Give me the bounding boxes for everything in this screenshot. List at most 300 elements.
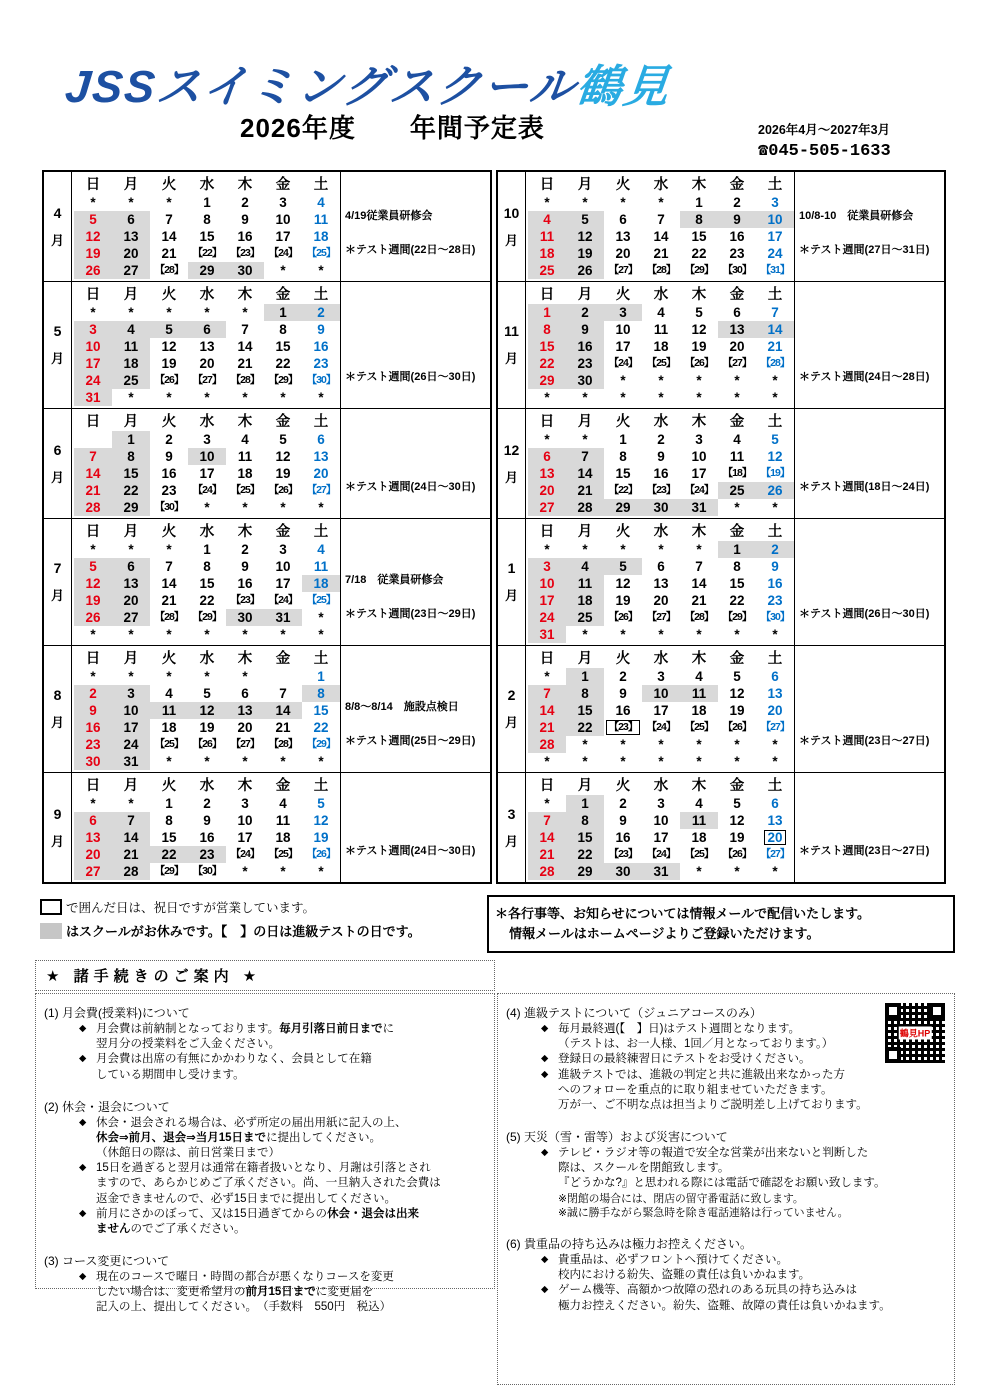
month-notes: [794, 172, 944, 281]
day-cell: 28: [566, 499, 604, 516]
day-cell: 1: [203, 195, 211, 210]
day-cell: *: [734, 627, 740, 642]
weekday-header: 土: [313, 177, 329, 193]
day-cell: 【26】: [154, 374, 184, 386]
day-cell: 【24】: [192, 484, 222, 496]
day-cell: 13: [718, 321, 756, 338]
weekday-header: 土: [313, 287, 329, 303]
section-line: ◆ 貴重品は、必ずフロントへ預けてください。: [541, 1254, 788, 1267]
day-cell: 8: [733, 559, 741, 574]
day-cell: 【26】: [192, 738, 222, 750]
month-calendar: [528, 647, 794, 770]
day-cell: 31: [642, 863, 680, 880]
day-cell: 3: [657, 669, 665, 684]
month-notes: [794, 519, 944, 645]
day-cell: 22: [275, 356, 291, 371]
day-cell: 16: [767, 576, 783, 591]
note-line: [345, 860, 490, 877]
day-cell: 11: [313, 212, 329, 227]
day-cell: 26: [74, 609, 112, 626]
day-cell: 8: [112, 448, 150, 465]
day-cell: 18: [112, 355, 150, 372]
day-cell: 【31】: [760, 264, 790, 276]
day-cell: 17: [199, 466, 215, 481]
day-cell: 8: [619, 449, 627, 464]
day-cell: 21: [767, 339, 783, 354]
day-cell: 18: [528, 245, 566, 262]
month-calendar: [74, 410, 340, 516]
day-cell: 7: [528, 685, 566, 702]
day-cell: 20: [615, 246, 631, 261]
day-cell: 17: [528, 592, 566, 609]
section-line: 『どうかな?』と思われる際には電話で確認をお願い致します。: [558, 1177, 886, 1190]
weekday-header: 月: [577, 524, 593, 540]
day-cell: *: [242, 754, 248, 769]
day-cell: 21: [653, 246, 669, 261]
day-cell: 【27】: [646, 611, 676, 623]
section-line: ◆ 休会・退会される場合は、必ず所定の届出用紙に記入の上、: [79, 1116, 407, 1129]
note-line: [799, 335, 944, 352]
day-cell: *: [280, 500, 286, 515]
day-cell: 14: [653, 229, 669, 244]
day-cell: 17: [653, 830, 669, 845]
day-cell: 【26】: [722, 721, 752, 733]
page-title: 2026年度 年間予定表: [240, 113, 545, 143]
weekday-header: 火: [615, 177, 631, 193]
month-notes: [794, 282, 944, 408]
day-cell: 2: [302, 304, 340, 321]
day-cell: *: [128, 305, 134, 320]
holiday-open-box-icon: [40, 899, 62, 915]
day-cell: 1: [566, 795, 604, 812]
note-line: [345, 750, 490, 767]
legend: [40, 898, 485, 945]
calendar-left-half: [42, 170, 492, 884]
day-cell: 6: [657, 559, 665, 574]
day-cell: 13: [199, 339, 215, 354]
day-cell: 【29】: [154, 865, 184, 877]
day-cell: 20: [112, 592, 150, 609]
day-cell: *: [280, 390, 286, 405]
day-cell: 8: [203, 559, 211, 574]
day-cell: 15: [161, 830, 177, 845]
procedure-section-1: [42, 1004, 490, 1083]
weekday-header: 木: [237, 414, 253, 430]
day-cell: 3: [279, 542, 287, 557]
day-cell: 16: [615, 703, 631, 718]
weekday-header: 金: [729, 651, 745, 667]
month-calendar: [528, 173, 794, 279]
day-cell: 21: [112, 846, 150, 863]
bullet-diamond-icon: ◆: [79, 1271, 87, 1283]
weekday-header: 土: [767, 778, 783, 794]
day-cell: 16: [566, 338, 604, 355]
day-cell: 21: [275, 720, 291, 735]
day-cell: 8: [203, 212, 211, 227]
day-cell: *: [658, 373, 664, 388]
section-line: ◆ 前月にさかのぼって、又は15日過ぎてからの休会・退会は出来: [79, 1207, 420, 1220]
month-notes: [340, 282, 490, 408]
day-cell: 5: [203, 686, 211, 701]
weekday-header: 火: [161, 414, 177, 430]
day-cell: 【23】: [646, 484, 676, 496]
procedure-section-3: [42, 1252, 490, 1316]
day-cell: 【24】: [230, 848, 260, 860]
weekday-header: 火: [615, 651, 631, 667]
day-cell: 9: [317, 322, 325, 337]
day-cell: *: [204, 390, 210, 405]
note-line: [799, 750, 944, 767]
qr-finder-icon: [885, 1003, 901, 1019]
section-line: 際は、スクールを閉館致します。: [558, 1162, 730, 1175]
day-cell: 【25】: [230, 484, 260, 496]
day-cell: 19: [313, 830, 329, 845]
day-cell: 19: [199, 720, 215, 735]
day-cell: *: [90, 669, 96, 684]
section-line: ◆ 現在のコースで曜日・時間の都合が悪くなりコースを変更: [79, 1271, 394, 1284]
day-cell: *: [280, 864, 286, 879]
note-line: [345, 352, 490, 369]
note-line: [799, 496, 944, 513]
day-cell: *: [128, 195, 134, 210]
month-block-5: [44, 281, 490, 408]
day-cell: 4: [566, 558, 604, 575]
bullet-diamond-icon: ◆: [79, 1053, 87, 1065]
bullet-diamond-icon: ◆: [79, 1162, 87, 1174]
day-cell: 2: [657, 432, 665, 447]
day-cell: 6: [112, 211, 150, 228]
day-cell: *: [90, 542, 96, 557]
day-cell: 10: [653, 813, 669, 828]
bullet-diamond-icon: ◆: [541, 1254, 549, 1266]
bullet-diamond-icon: ◆: [541, 1284, 549, 1296]
day-cell: 26: [74, 262, 112, 279]
day-cell: 10: [275, 559, 291, 574]
day-cell: 9: [203, 813, 211, 828]
day-cell: 28: [528, 863, 566, 880]
day-cell: 15: [199, 576, 215, 591]
note-line: [345, 555, 490, 572]
note-line: [799, 428, 944, 445]
day-cell: 20: [199, 356, 215, 371]
day-cell: 4: [528, 211, 566, 228]
day-cell: 【27】: [306, 484, 336, 496]
weekday-header: 土: [313, 414, 329, 430]
day-cell: 28: [74, 499, 112, 516]
day-cell: *: [90, 627, 96, 642]
day-cell: 19: [161, 356, 177, 371]
note-line: [799, 716, 944, 733]
weekday-header: 水: [653, 524, 669, 540]
day-cell: 【22】: [608, 484, 638, 496]
weekday-header: 日: [85, 651, 101, 667]
day-cell: *: [280, 754, 286, 769]
day-cell: 3: [695, 432, 703, 447]
day-cell: *: [772, 627, 778, 642]
section-line: 翌月分の授業料をご入金ください。: [96, 1038, 280, 1051]
day-cell: *: [318, 627, 324, 642]
day-cell: 30: [642, 499, 680, 516]
day-cell: 【30】: [760, 611, 790, 623]
weekday-header: 土: [767, 651, 783, 667]
section-line: ※閉館の場合には、閉店の留守番電話に致します。: [558, 1192, 804, 1205]
month-calendar: [74, 774, 340, 880]
month-block-2: [498, 645, 944, 772]
day-cell: 28: [112, 863, 150, 880]
note-line: [345, 538, 490, 555]
month-calendar: [74, 283, 340, 406]
section-line: へのフォローを重点的に取り組ませていただきます。: [558, 1083, 833, 1096]
day-cell: 16: [313, 339, 329, 354]
weekday-header: 木: [237, 524, 253, 540]
day-cell: 12: [767, 449, 783, 464]
day-cell: 30: [566, 372, 604, 389]
note-line: ＊テスト週間(27日～31日): [799, 244, 930, 256]
day-cell: 4: [317, 195, 325, 210]
month-block-6: [44, 408, 490, 518]
day-cell: 【27】: [760, 721, 790, 733]
day-cell: 27: [74, 863, 112, 880]
day-cell: 6: [771, 669, 779, 684]
day-cell: 4: [241, 432, 249, 447]
day-cell: 15: [313, 703, 329, 718]
day-cell: *: [128, 669, 134, 684]
day-cell: 16: [729, 229, 745, 244]
day-cell: 5: [604, 558, 642, 575]
note-line: [799, 445, 944, 462]
day-cell: 20: [313, 466, 329, 481]
day-cell: 12: [691, 322, 707, 337]
note-line: [799, 826, 944, 843]
day-cell: 12: [615, 576, 631, 591]
day-cell: 10: [74, 338, 112, 355]
day-cell: 25: [528, 262, 566, 279]
day-cell: 【22】: [192, 247, 222, 259]
day-cell: 2: [619, 796, 627, 811]
weekday-header: 水: [653, 778, 669, 794]
weekday-header: 火: [161, 524, 177, 540]
month-notes: [794, 409, 944, 518]
day-cell: 16: [237, 229, 253, 244]
day-cell: 20: [653, 593, 669, 608]
day-cell: 3: [241, 796, 249, 811]
day-cell: 4: [112, 321, 150, 338]
procedures-left-column: [35, 993, 495, 1314]
month-calendar: [74, 520, 340, 643]
day-cell: 4: [733, 432, 741, 447]
day-cell: *: [318, 500, 324, 515]
day-cell: 7: [528, 812, 566, 829]
day-cell: 28: [528, 736, 566, 753]
day-cell: 17: [767, 229, 783, 244]
day-cell: 5: [771, 432, 779, 447]
info-mail-line2: 情報メールはホームページよりご登録いただけます。: [509, 926, 820, 942]
section-line: ◆ 登録日の最終練習日にテストをお受けください。: [541, 1053, 811, 1066]
day-cell: 【25】: [154, 738, 184, 750]
day-cell: *: [166, 390, 172, 405]
day-cell: 13: [767, 813, 783, 828]
day-cell: *: [204, 305, 210, 320]
section-line: ◆ 15日を過ぎると翌月は通常在籍者扱いとなり、月謝は引落とされ: [79, 1162, 431, 1175]
section-line: 記入の上、提出してください。 （手数料 550円 税込）: [96, 1301, 392, 1314]
day-cell: *: [166, 669, 172, 684]
weekday-header: 火: [161, 651, 177, 667]
qr-label: 鶴見HP: [899, 1028, 931, 1039]
day-cell: 30: [604, 863, 642, 880]
day-cell: *: [734, 864, 740, 879]
day-cell: 22: [729, 593, 745, 608]
weekday-header: 土: [313, 651, 329, 667]
day-cell: *: [734, 390, 740, 405]
month-notes: [794, 646, 944, 772]
note-line: [799, 665, 944, 682]
note-line: [345, 496, 490, 513]
day-cell: 2: [733, 195, 741, 210]
month-calendar: [74, 647, 340, 770]
note-line: [345, 716, 490, 733]
note-line: [345, 301, 490, 318]
day-cell: *: [544, 432, 550, 447]
weekday-header: 水: [653, 651, 669, 667]
note-line: [345, 682, 490, 699]
note-line: ＊テスト週間(23日～27日): [799, 735, 930, 747]
day-cell: 【28】: [230, 374, 260, 386]
note-line: [799, 538, 944, 555]
day-cell: 6: [241, 686, 249, 701]
day-cell: 7: [279, 686, 287, 701]
month-label: 10 月: [498, 172, 526, 281]
day-cell: 23: [767, 593, 783, 608]
day-cell: 18: [313, 229, 329, 244]
day-cell: *: [318, 864, 324, 879]
day-cell: 14: [691, 576, 707, 591]
month-notes: [340, 773, 490, 882]
day-cell: *: [582, 432, 588, 447]
note-line: [345, 335, 490, 352]
month-label: 7 月: [44, 519, 72, 645]
weekday-header: 日: [85, 177, 101, 193]
day-cell: *: [166, 542, 172, 557]
day-cell: 【24】: [268, 594, 298, 606]
day-cell: 【29】: [306, 738, 336, 750]
day-cell: 15: [729, 576, 745, 591]
weekday-header: 水: [653, 177, 669, 193]
note-line: ＊テスト週間(26日～30日): [799, 608, 930, 620]
day-cell: 【27】: [722, 357, 752, 369]
day-cell: *: [242, 390, 248, 405]
day-cell: 19: [74, 592, 112, 609]
note-line: ＊テスト週間(24日～30日): [345, 845, 476, 857]
note-line: [345, 623, 490, 640]
day-cell: 【24】: [268, 247, 298, 259]
day-cell: 【23】: [230, 247, 260, 259]
month-block-8: [44, 645, 490, 772]
weekday-header: 月: [123, 414, 139, 430]
weekday-header: 木: [237, 651, 253, 667]
weekday-header: 日: [85, 778, 101, 794]
month-calendar: [74, 173, 340, 279]
day-cell: 27: [112, 262, 150, 279]
note-line: [799, 572, 944, 589]
day-cell: 【23】: [604, 719, 642, 736]
day-cell: 9: [165, 449, 173, 464]
day-cell: 11: [566, 575, 604, 592]
day-cell: 25: [112, 372, 150, 389]
day-cell: 【26】: [608, 611, 638, 623]
day-cell: 23: [74, 736, 112, 753]
day-cell: 7: [771, 305, 779, 320]
day-cell: 17: [74, 355, 112, 372]
month-notes: [340, 519, 490, 645]
section-heading: (5) 天災（雪・雷等）および災害について: [506, 1130, 728, 1145]
note-line: 7/18 従業員研修会: [345, 574, 444, 586]
month-label: 9 月: [44, 773, 72, 882]
day-cell: 8: [566, 685, 604, 702]
day-cell: 5: [733, 796, 741, 811]
day-cell: *: [318, 610, 324, 625]
weekday-header: 火: [161, 287, 177, 303]
weekday-header: 木: [691, 524, 707, 540]
section-line: 万が一、ご不明な点は担当よりご説明差し上げております。: [558, 1098, 868, 1111]
section-heading: (3) コース変更について: [44, 1254, 170, 1269]
note-line: [345, 809, 490, 826]
day-cell: 12: [161, 339, 177, 354]
weekday-header: 月: [577, 287, 593, 303]
day-cell: 29: [604, 499, 642, 516]
day-cell: 2: [74, 685, 112, 702]
day-cell: 【19】: [760, 467, 790, 479]
day-cell: 【26】: [268, 484, 298, 496]
day-cell: 【26】: [684, 357, 714, 369]
note-line: [345, 589, 490, 606]
day-cell: *: [544, 390, 550, 405]
day-cell: 13: [767, 686, 783, 701]
day-cell: 3: [604, 304, 642, 321]
day-cell: 【27】: [230, 738, 260, 750]
weekday-header: 月: [577, 778, 593, 794]
day-cell: *: [90, 796, 96, 811]
day-cell: 31: [112, 753, 150, 770]
day-cell: 3: [771, 195, 779, 210]
day-cell: 【27】: [608, 264, 638, 276]
day-cell: 2: [566, 304, 604, 321]
day-cell: 27: [112, 609, 150, 626]
weekday-header: 水: [653, 287, 669, 303]
day-cell: 6: [771, 796, 779, 811]
day-cell: 31: [264, 609, 302, 626]
day-cell: 30: [226, 262, 264, 279]
day-cell: 14: [112, 829, 150, 846]
day-cell: 11: [237, 449, 253, 464]
note-line: [345, 428, 490, 445]
day-cell: 7: [566, 448, 604, 465]
weekday-header: 金: [729, 177, 745, 193]
month-calendar: [528, 520, 794, 643]
note-line: [799, 699, 944, 716]
day-cell: 【25】: [646, 357, 676, 369]
day-cell: 6: [112, 558, 150, 575]
day-cell: 12: [74, 228, 112, 245]
weekday-header: 月: [123, 651, 139, 667]
day-cell: *: [658, 627, 664, 642]
weekday-header: 木: [691, 287, 707, 303]
calendar-right-half: [496, 170, 946, 884]
month-block-4: [44, 172, 490, 281]
day-cell: 14: [161, 576, 177, 591]
day-cell: *: [772, 737, 778, 752]
day-cell: 【28】: [684, 611, 714, 623]
weekday-header: 水: [199, 177, 215, 193]
